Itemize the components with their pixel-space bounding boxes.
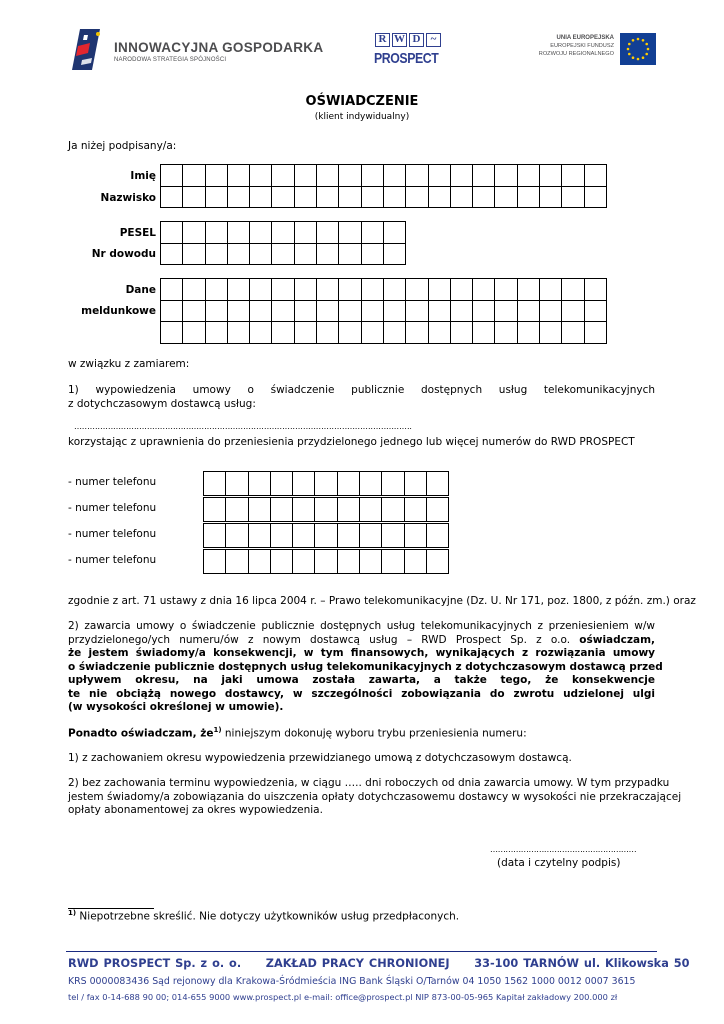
address-grid-cell[interactable] — [473, 279, 495, 301]
name-grid-cell[interactable] — [495, 186, 517, 208]
footnote-mark: 1) — [68, 909, 77, 917]
footer-company-name: RWD PROSPECT Sp. z o. o. — [68, 957, 242, 970]
address-grid-cell[interactable] — [383, 279, 405, 301]
name-grid — [160, 164, 607, 208]
address-grid-cell[interactable] — [383, 300, 405, 322]
phone-label-2: - numer telefonu — [68, 502, 157, 514]
phone-grid-2-cell[interactable] — [204, 498, 226, 522]
name-grid-cell[interactable] — [317, 165, 339, 187]
footer-address: 33-100 TARNÓW ul. Klikowska 50 — [474, 957, 690, 970]
pesel-grid-cell[interactable] — [250, 222, 272, 244]
phone-grid-3-cell[interactable] — [293, 524, 315, 548]
address-grid-cell[interactable] — [183, 322, 205, 344]
phone-grid-3-cell[interactable] — [248, 524, 270, 548]
phone-grid-3 — [203, 523, 449, 548]
address-grid-cell[interactable] — [540, 300, 562, 322]
name-grid-cell[interactable] — [473, 186, 495, 208]
phone-grid-2-cell[interactable] — [315, 498, 337, 522]
address-grid-cell[interactable] — [272, 322, 294, 344]
phone-grid-2-cell[interactable] — [404, 498, 426, 522]
name-grid-cell[interactable] — [161, 165, 183, 187]
name-grid-cell[interactable] — [450, 165, 472, 187]
name-grid-cell[interactable] — [473, 165, 495, 187]
name-grid-cell[interactable] — [540, 186, 562, 208]
address-grid-cell[interactable] — [161, 279, 183, 301]
name-grid-cell[interactable] — [450, 186, 472, 208]
pesel-grid-cell[interactable] — [383, 243, 405, 265]
pesel-grid-cell[interactable] — [250, 243, 272, 265]
name-grid-cell[interactable] — [383, 165, 405, 187]
address-grid-cell[interactable] — [227, 279, 249, 301]
name-grid-cell[interactable] — [250, 186, 272, 208]
address-grid-cell[interactable] — [473, 300, 495, 322]
address-grid-cell[interactable] — [428, 322, 450, 344]
item2-line4: o świadczenie publicznie dostępnych usług telekomunikacyjnych z dotychczasowym dostawcą przed — [68, 660, 663, 673]
address-grid-cell[interactable] — [562, 279, 584, 301]
address-grid-cell[interactable] — [495, 322, 517, 344]
pesel-grid-cell[interactable] — [294, 243, 316, 265]
name-grid-cell[interactable] — [161, 186, 183, 208]
pesel-grid-cell[interactable] — [339, 243, 361, 265]
eu-logo-line3: ROZWOJU REGIONALNEGO — [538, 51, 614, 57]
name-grid-cell[interactable] — [227, 186, 249, 208]
name-grid-cell[interactable] — [339, 165, 361, 187]
address-grid-cell[interactable] — [450, 322, 472, 344]
name-grid-cell[interactable] — [272, 186, 294, 208]
pesel-grid-cell[interactable] — [205, 222, 227, 244]
phone-grid-3-cell[interactable] — [404, 524, 426, 548]
intro-text: Ja niżej podpisany/a: — [68, 140, 177, 152]
address-grid-cell[interactable] — [495, 279, 517, 301]
address-grid-cell[interactable] — [517, 279, 539, 301]
document-title: OŚWIADCZENIE — [305, 94, 419, 109]
pesel-grid-cell[interactable] — [317, 222, 339, 244]
name-grid-cell[interactable] — [428, 186, 450, 208]
footer-zpch: ZAKŁAD PRACY CHRONIONEJ — [265, 957, 450, 970]
name-grid-cell[interactable] — [250, 165, 272, 187]
phone-grid-2-cell[interactable] — [382, 498, 404, 522]
address-grid-cell[interactable] — [294, 322, 316, 344]
phone-label-4: - numer telefonu — [68, 554, 157, 566]
address-grid-cell[interactable] — [450, 279, 472, 301]
logo-left-subtitle: NARODOWA STRATEGIA SPÓJNOŚCI — [114, 57, 227, 63]
phone-grid-2-cell[interactable] — [270, 498, 292, 522]
phone-grid-3-cell[interactable] — [315, 524, 337, 548]
phone-grid-4-cell[interactable] — [426, 550, 448, 574]
phone-grid-1-cell[interactable] — [382, 472, 404, 496]
logo-left-title: INNOWACYJNA GOSPODARKA — [114, 40, 324, 55]
phone-grid-1-cell[interactable] — [293, 472, 315, 496]
footer-company-line — [68, 957, 689, 970]
phone-grid-3-cell[interactable] — [226, 524, 248, 548]
label-imie: Imię — [130, 170, 156, 182]
phone-grid-4-cell[interactable] — [204, 550, 226, 574]
document-subtitle: (klient indywidualny) — [314, 112, 410, 122]
address-grid-cell[interactable] — [250, 279, 272, 301]
name-grid-cell[interactable] — [517, 186, 539, 208]
label-meldunkowe: meldunkowe — [81, 305, 156, 317]
address-grid-cell[interactable] — [383, 322, 405, 344]
name-grid-cell[interactable] — [294, 165, 316, 187]
eu-logo-line2: EUROPEJSKI FUNDUSZ — [550, 43, 614, 49]
address-grid-cell[interactable] — [584, 300, 606, 322]
address-grid-cell[interactable] — [339, 300, 361, 322]
phone-grid-3-cell[interactable] — [426, 524, 448, 548]
item2-line2-plain: przydzielonego/ych numeru/ów z nowym dostawcą usług – RWD Prospect Sp. z o.o. — [68, 633, 571, 646]
address-grid-cell[interactable] — [205, 322, 227, 344]
phone-grid-4-cell[interactable] — [226, 550, 248, 574]
address-grid-cell[interactable] — [317, 322, 339, 344]
further-bold: Ponadto oświadczam, że — [68, 727, 214, 740]
address-grid — [160, 278, 607, 344]
phone-grid-4 — [203, 549, 449, 574]
name-grid-cell[interactable] — [406, 186, 428, 208]
option-2-line1: 2) bez zachowania terminu wypowiedzenia, w ciągu ….. dni roboczych od dnia zawarcia umowy. W tym przypadku — [68, 777, 670, 789]
phone-grid-2-cell[interactable] — [360, 498, 382, 522]
provider-dotted-line: …………………………………………………………………………………………………………………. — [74, 422, 412, 431]
address-grid-cell[interactable] — [205, 300, 227, 322]
phone-grid-2-cell[interactable] — [337, 498, 359, 522]
logo-letter-wave: ~ — [426, 33, 441, 47]
pesel-grid-cell[interactable] — [205, 243, 227, 265]
phone-grid-1-cell[interactable] — [270, 472, 292, 496]
address-grid-cell[interactable] — [183, 300, 205, 322]
logo-letter-w: W — [394, 33, 405, 45]
option-2-paragraph — [68, 777, 682, 818]
pesel-grid-cell[interactable] — [339, 222, 361, 244]
name-grid-cell[interactable] — [428, 165, 450, 187]
phone-grid-4-cell[interactable] — [382, 550, 404, 574]
signature-line: ………………………………………………… — [490, 845, 637, 854]
logo-letter-d: D — [409, 33, 424, 47]
phone-grid-3-cell[interactable] — [360, 524, 382, 548]
address-grid-cell[interactable] — [562, 300, 584, 322]
pesel-grid-cell[interactable] — [361, 222, 383, 244]
address-grid-cell[interactable] — [562, 322, 584, 344]
address-grid-cell[interactable] — [361, 279, 383, 301]
eu-logo — [520, 33, 656, 67]
name-grid-cell[interactable] — [227, 165, 249, 187]
phone-grid-1-cell[interactable] — [248, 472, 270, 496]
phone-grid-1-cell[interactable] — [337, 472, 359, 496]
address-grid-cell[interactable] — [428, 300, 450, 322]
address-grid-cell[interactable] — [406, 279, 428, 301]
address-grid-cell[interactable] — [361, 300, 383, 322]
phone-grid-3-cell[interactable] — [382, 524, 404, 548]
phone-grid-2-cell[interactable] — [248, 498, 270, 522]
address-grid-cell[interactable] — [540, 279, 562, 301]
label-nr-dowodu: Nr dowodu — [91, 248, 156, 260]
using-right-text: korzystając z uprawnienia do przeniesienia przydzielonego jednego lub więcej numerów do RWD PROSPECT — [68, 436, 635, 448]
name-grid-cell[interactable] — [205, 165, 227, 187]
name-grid-cell[interactable] — [317, 186, 339, 208]
address-grid-cell[interactable] — [317, 279, 339, 301]
address-grid-cell[interactable] — [205, 279, 227, 301]
logo-prospect-word: PROSPECT — [374, 50, 439, 67]
phone-grid-3-cell[interactable] — [270, 524, 292, 548]
pesel-grid-cell[interactable] — [161, 222, 183, 244]
name-grid-cell[interactable] — [562, 165, 584, 187]
option-2-line3: opłaty abonamentowej za okres wypowiedzenia. — [68, 804, 323, 816]
footnote — [68, 909, 459, 923]
option-2-line2: jestem świadomy/a zobowiązania do uiszczenia opłaty dotychczasowemu dostawcy w wysokości nie przekraczającej — [68, 790, 682, 803]
address-grid-cell[interactable] — [584, 279, 606, 301]
pesel-grid-cell[interactable] — [161, 243, 183, 265]
phone-grid-1-cell[interactable] — [226, 472, 248, 496]
phone-grid-4-cell[interactable] — [293, 550, 315, 574]
phone-grid-1-cell[interactable] — [404, 472, 426, 496]
innowacyjna-gospodarka-logo — [70, 26, 324, 72]
address-grid-cell[interactable] — [517, 300, 539, 322]
item2-line3: że jestem świadomy/a konsekwencji, w tym finansowych, wynikających z rozwiązania umowy — [68, 647, 655, 659]
phone-grid-4-cell[interactable] — [360, 550, 382, 574]
name-grid-cell[interactable] — [562, 186, 584, 208]
label-pesel: PESEL — [119, 227, 156, 239]
law-reference: zgodnie z art. 71 ustawy z dnia 16 lipca 2004 r. – Prawo telekomunikacyjne (Dz. U. Nr 171, poz. 1800, z późn. zm.) oraz — [68, 595, 696, 607]
address-grid-cell[interactable] — [317, 300, 339, 322]
phone-label-1: - numer telefonu — [68, 476, 157, 488]
address-grid-cell[interactable] — [540, 322, 562, 344]
pesel-grid-cell[interactable] — [294, 222, 316, 244]
address-grid-cell[interactable] — [272, 279, 294, 301]
address-grid-cell[interactable] — [406, 300, 428, 322]
phone-grid-2-cell[interactable] — [426, 498, 448, 522]
item2-line2 — [68, 634, 655, 648]
logo-letter-r: R — [375, 33, 390, 47]
eu-logo-line1: UNIA EUROPEJSKA — [556, 35, 614, 41]
further-rest: niniejszym dokonuję wyboru trybu przeniesienia numeru: — [224, 727, 527, 740]
address-grid-cell[interactable] — [250, 300, 272, 322]
address-grid-cell[interactable] — [450, 300, 472, 322]
name-grid-cell[interactable] — [361, 186, 383, 208]
item2-line5: upływem okresu, na jaki umowa została zawarta, a także tego, że konsekwencje — [68, 674, 655, 686]
pesel-grid-cell[interactable] — [317, 243, 339, 265]
address-grid-cell[interactable] — [161, 300, 183, 322]
label-nazwisko: Nazwisko — [100, 192, 156, 204]
address-grid-cell[interactable] — [250, 322, 272, 344]
pesel-grid-cell[interactable] — [183, 243, 205, 265]
phone-grid-3-cell[interactable] — [204, 524, 226, 548]
further-statement — [68, 726, 527, 740]
pesel-grid-cell[interactable] — [272, 243, 294, 265]
address-grid-cell[interactable] — [161, 322, 183, 344]
further-sup: 1) — [213, 726, 222, 734]
phone-grid-2-cell[interactable] — [226, 498, 248, 522]
name-grid-cell[interactable] — [339, 186, 361, 208]
item1-paragraph — [68, 384, 655, 411]
address-grid-cell[interactable] — [428, 279, 450, 301]
phone-grid-1-cell[interactable] — [315, 472, 337, 496]
address-grid-cell[interactable] — [227, 300, 249, 322]
intent-text: w związku z zamiarem: — [68, 358, 190, 370]
address-grid-cell[interactable] — [272, 300, 294, 322]
address-grid-cell[interactable] — [339, 279, 361, 301]
name-grid-cell[interactable] — [584, 165, 606, 187]
item2-line1: 2) zawarcia umowy o świadczenie publicznie dostępnych usług telekomunikacyjnych z przeniesieniem w/w — [68, 620, 655, 632]
phone-grid-1 — [203, 471, 449, 496]
phone-label-3: - numer telefonu — [68, 528, 157, 540]
name-grid-cell[interactable] — [272, 165, 294, 187]
address-grid-cell[interactable] — [294, 300, 316, 322]
phone-grid-4-cell[interactable] — [337, 550, 359, 574]
footer-registry-bank: KRS 0000083436 Sąd rejonowy dla Krakowa-Śródmieścia ING Bank Śląski O/Tarnów 04 1050 1562 1000 0012 0007 3615 — [68, 976, 636, 987]
name-grid-cell[interactable] — [383, 186, 405, 208]
phone-grid-2 — [203, 497, 449, 522]
phone-grid-1-cell[interactable] — [360, 472, 382, 496]
pesel-grid — [160, 221, 406, 265]
option-1: 1) z zachowaniem okresu wypowiedzenia przewidzianego umową z dotychczasowym dostawcą. — [68, 752, 572, 764]
address-grid-cell[interactable] — [183, 279, 205, 301]
pesel-grid-cell[interactable] — [361, 243, 383, 265]
phone-grid-4-cell[interactable] — [404, 550, 426, 574]
address-grid-cell[interactable] — [361, 322, 383, 344]
item2-line7: (w wysokości określonej w umowie). — [68, 701, 284, 713]
name-grid-cell[interactable] — [584, 186, 606, 208]
pesel-grid-cell[interactable] — [383, 222, 405, 244]
name-grid-cell[interactable] — [517, 165, 539, 187]
name-grid-cell[interactable] — [183, 165, 205, 187]
address-grid-cell[interactable] — [584, 322, 606, 344]
phone-grid-1-cell[interactable] — [426, 472, 448, 496]
label-dane: Dane — [125, 284, 156, 296]
pesel-grid-cell[interactable] — [183, 222, 205, 244]
signature-label: (data i czytelny podpis) — [497, 857, 621, 869]
phone-grid-3-cell[interactable] — [337, 524, 359, 548]
address-grid-cell[interactable] — [517, 322, 539, 344]
name-grid-cell[interactable] — [406, 165, 428, 187]
name-grid-cell[interactable] — [361, 165, 383, 187]
item2-line6: te nie obciążą nowego dostawcy, w szczególności zobowiązania do zwrotu udzielonej ulgi — [68, 687, 655, 700]
name-grid-cell[interactable] — [495, 165, 517, 187]
item2-paragraph — [68, 620, 663, 715]
address-grid-cell[interactable] — [495, 300, 517, 322]
address-grid-cell[interactable] — [227, 322, 249, 344]
eu-flag-icon — [620, 33, 656, 65]
address-grid-cell[interactable] — [294, 279, 316, 301]
footer-contact: tel / fax 0-14-688 90 00; 014-655 9000 www.prospect.pl e-mail: office@prospect.pl NIP 873-00-05-965 Kapitał zakładowy 200.000 zł — [68, 992, 618, 1002]
phone-grid-1-cell[interactable] — [204, 472, 226, 496]
eu-logo-text — [539, 34, 614, 58]
address-grid-cell[interactable] — [339, 322, 361, 344]
item1-line1: 1) wypowiedzenia umowy o świadczenie publicznie dostępnych usług telekomunikacyjnych — [68, 384, 655, 396]
address-grid-cell[interactable] — [406, 322, 428, 344]
phone-grid-2-cell[interactable] — [293, 498, 315, 522]
footnote-text: Niepotrzebne skreślić. Nie dotyczy użytkowników usług przedpłaconych. — [79, 910, 460, 923]
phone-grid-4-cell[interactable] — [248, 550, 270, 574]
innowacyjna-gospodarka-symbol-icon — [70, 26, 108, 72]
name-grid-cell[interactable] — [183, 186, 205, 208]
phone-grid-4-cell[interactable] — [315, 550, 337, 574]
name-grid-cell[interactable] — [294, 186, 316, 208]
footer-separator — [66, 951, 657, 952]
pesel-grid-cell[interactable] — [227, 243, 249, 265]
item1-line2: z dotychczasowym dostawcą usług: — [68, 397, 256, 410]
item2-line2-bold: oświadczam, — [579, 633, 655, 646]
address-grid-cell[interactable] — [473, 322, 495, 344]
name-grid-cell[interactable] — [540, 165, 562, 187]
rwd-prospect-logo — [374, 31, 442, 69]
pesel-grid-cell[interactable] — [272, 222, 294, 244]
phone-grid-4-cell[interactable] — [270, 550, 292, 574]
pesel-grid-cell[interactable] — [227, 222, 249, 244]
name-grid-cell[interactable] — [205, 186, 227, 208]
